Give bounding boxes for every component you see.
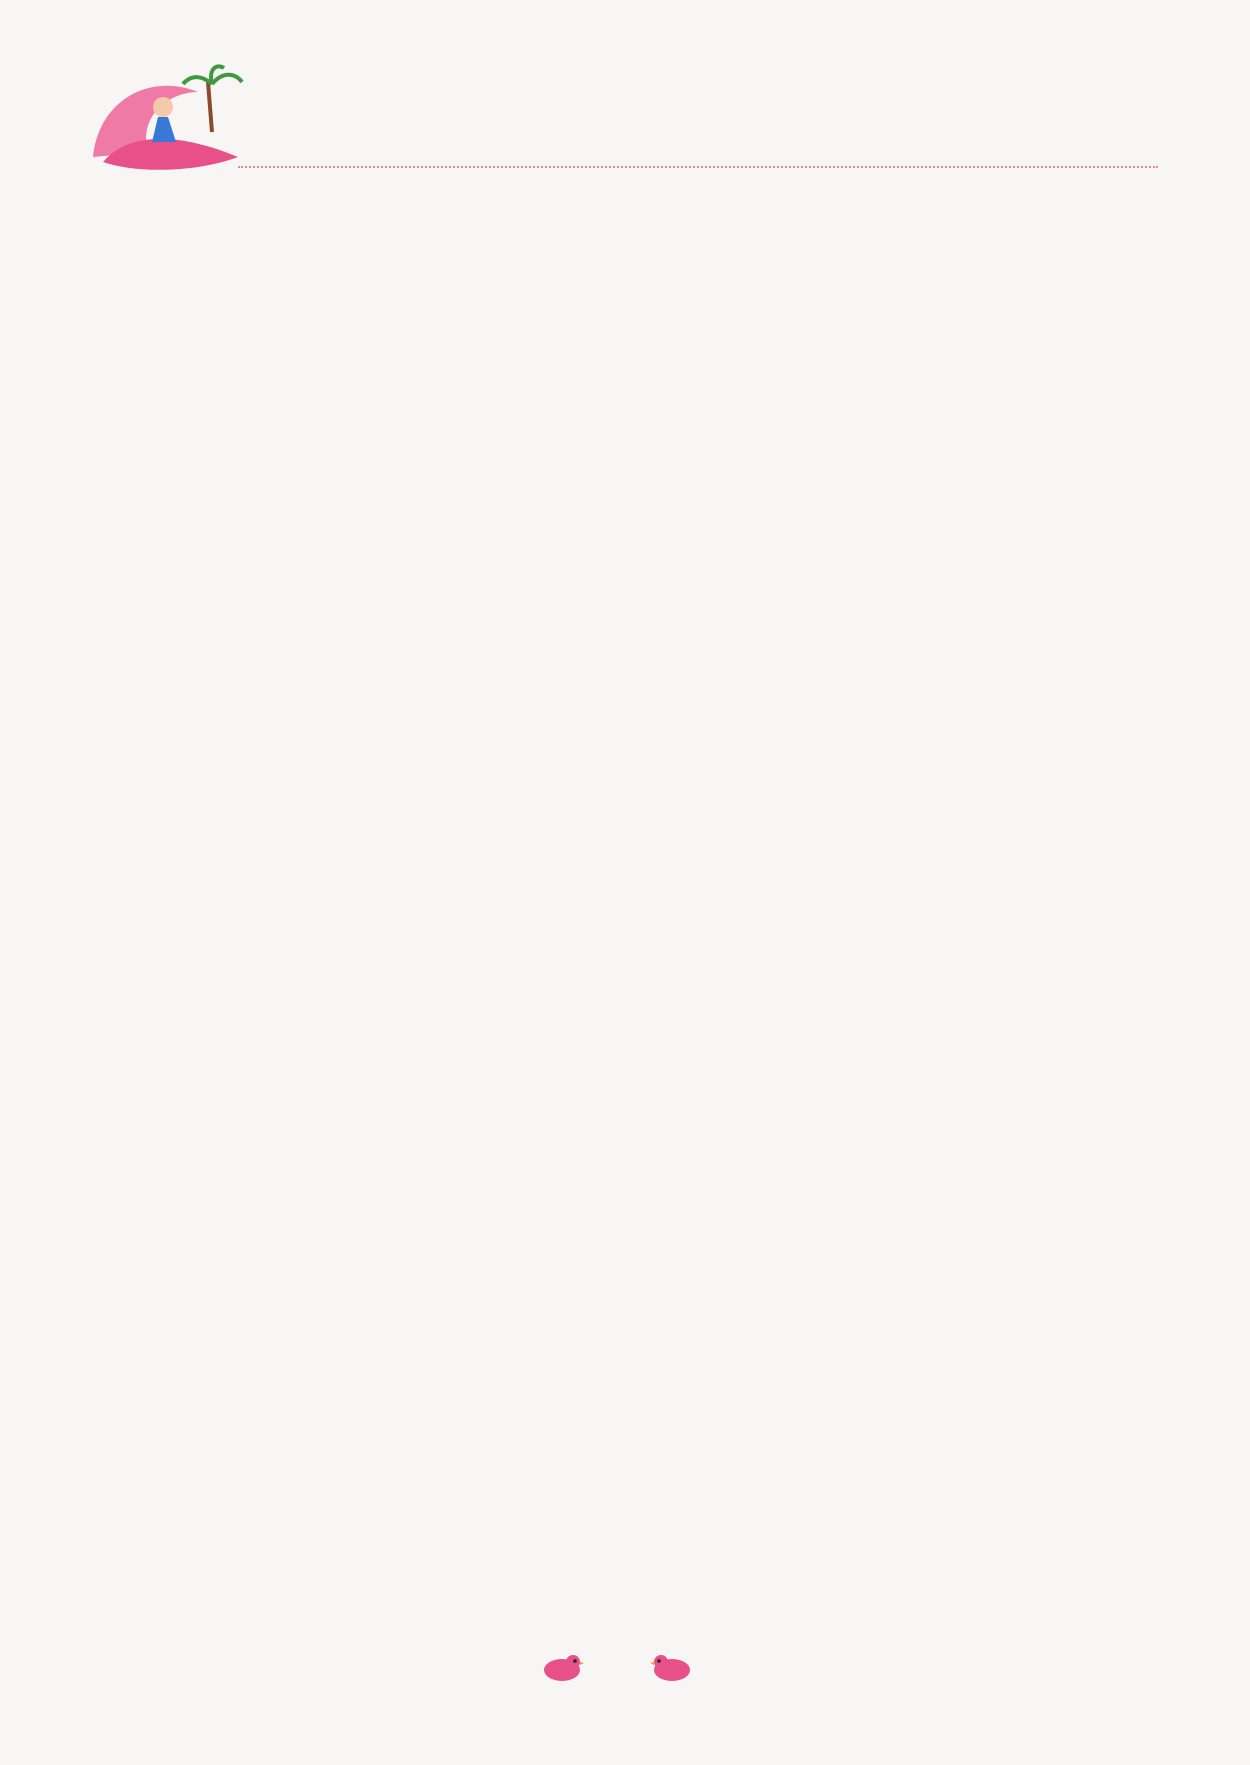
- answer-line: [92, 583, 612, 631]
- answer-line: [92, 728, 612, 776]
- answer-line: [92, 486, 612, 534]
- bird-left-icon: [540, 1652, 584, 1684]
- answer-line: [92, 1067, 612, 1115]
- page-header: [88, 62, 1158, 182]
- answer-line: [92, 196, 612, 244]
- answer-line: [92, 1164, 612, 1212]
- answer-line: [92, 293, 612, 341]
- answer-line: [92, 535, 612, 583]
- answer-line: [92, 1115, 612, 1163]
- bird-right-icon: [650, 1652, 694, 1684]
- answer-line: [92, 244, 612, 292]
- answer-line: [92, 632, 612, 680]
- answer-line: [92, 680, 612, 728]
- header-divider: [238, 166, 1158, 168]
- answer-line: [92, 970, 612, 1018]
- page-footer: [540, 1650, 700, 1690]
- answer-line: [92, 1019, 612, 1067]
- answer-line: [92, 390, 612, 438]
- answer-line: [92, 341, 612, 389]
- answer-line: [92, 922, 612, 970]
- left-column: [92, 196, 612, 1212]
- answer-line: [92, 777, 612, 825]
- answer-line: [92, 873, 612, 921]
- surfer-wave-logo-icon: [88, 62, 248, 172]
- answer-line: [92, 825, 612, 873]
- answer-line: [92, 438, 612, 486]
